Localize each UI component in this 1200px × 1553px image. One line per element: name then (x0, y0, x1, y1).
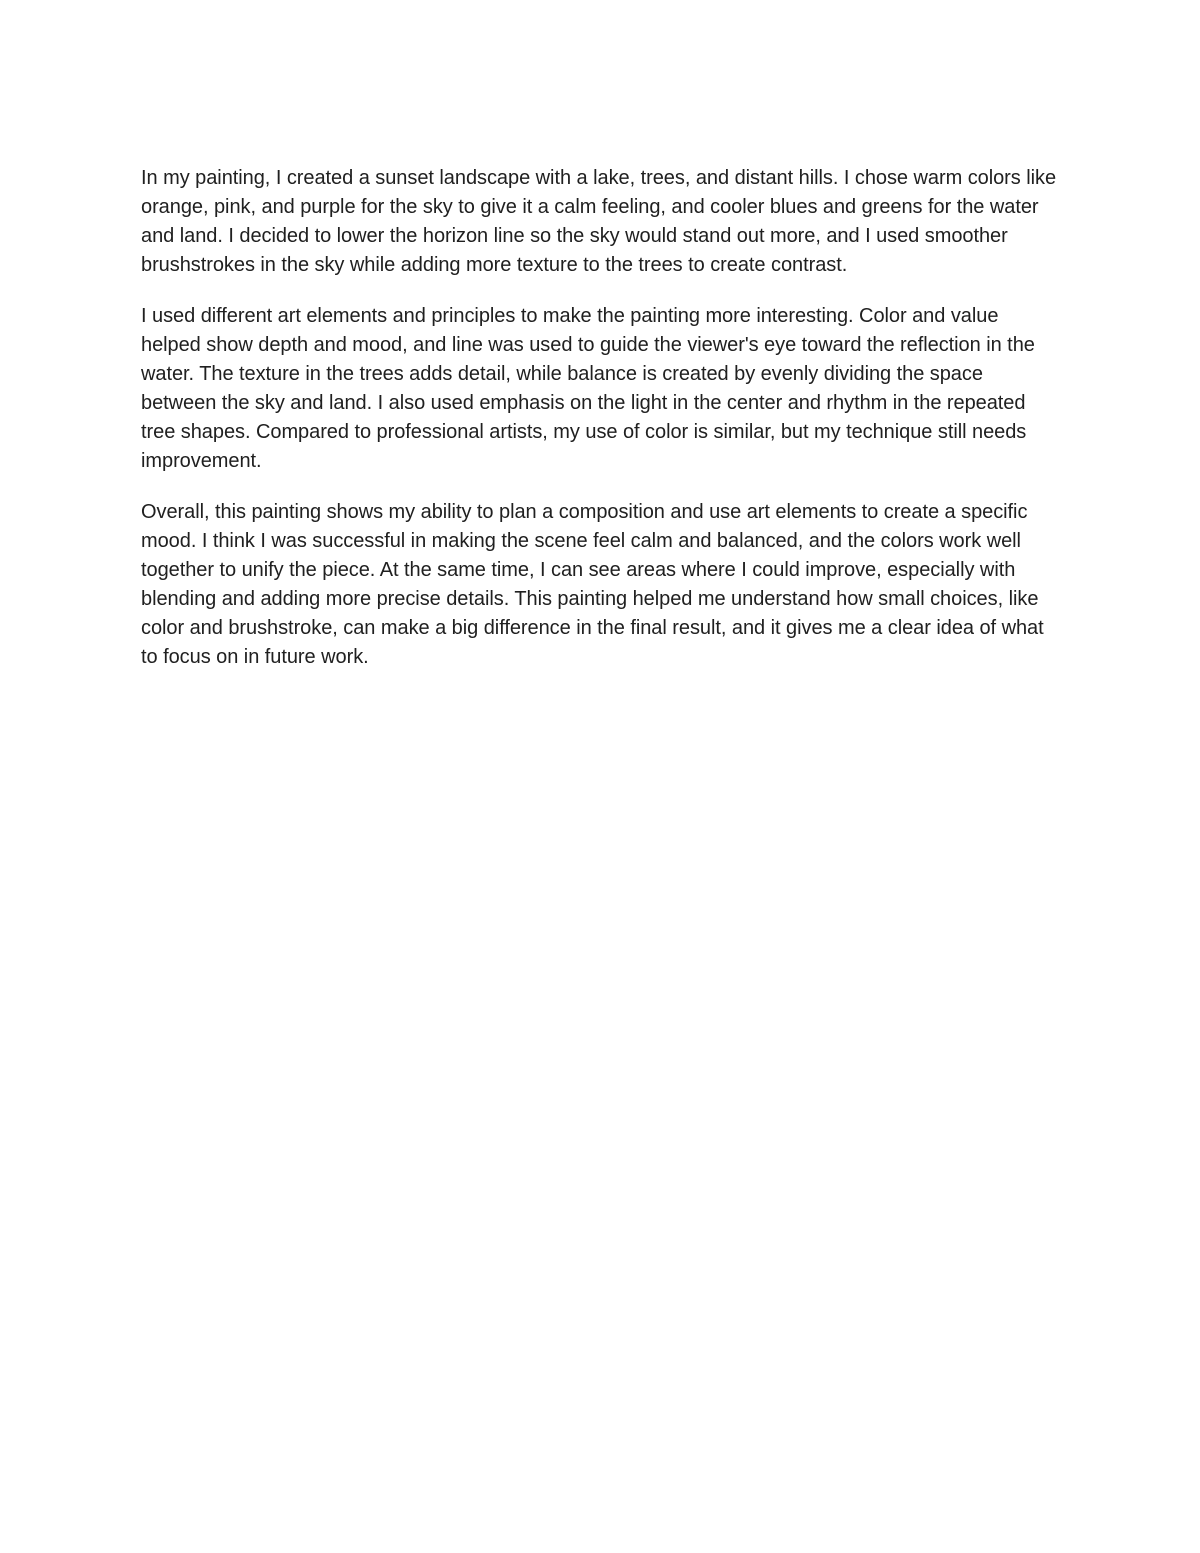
paragraph-2: I used different art elements and principles to make the painting more interesting. Color and value helped show depth and mood, and line was used to guide the viewer's eye toward the reflection in the water. The texture in the trees adds detail, while balance is created by evenly dividing the space between the sky and land. I also used emphasis on the light in the center and rhythm in the repeated tree shapes. Compared to professional artists, my use of color is similar, but my technique still needs improvement. (141, 305, 1035, 472)
paragraph-1: In my painting, I created a sunset landscape with a lake, trees, and distant hills. I chose warm colors like orange, pink, and purple for the sky to give it a calm feeling, and cooler blues and greens for the water and land. I decided to lower the horizon line so the sky would stand out more, and I used smoother brushstrokes in the sky while adding more texture to the trees to create contrast. (141, 167, 1057, 276)
document-body (141, 164, 1063, 694)
paragraph-3: Overall, this painting shows my ability to plan a composition and use art elements to create a specific mood. I think I was successful in making the scene feel calm and balanced, and the colors work well together to unify the piece. At the same time, I can see areas where I could improve, especially with blending and adding more precise details. This painting helped me understand how small choices, like color and brushstroke, can make a big difference in the final result, and it gives me a clear idea of what to focus on in future work. (141, 501, 1044, 668)
